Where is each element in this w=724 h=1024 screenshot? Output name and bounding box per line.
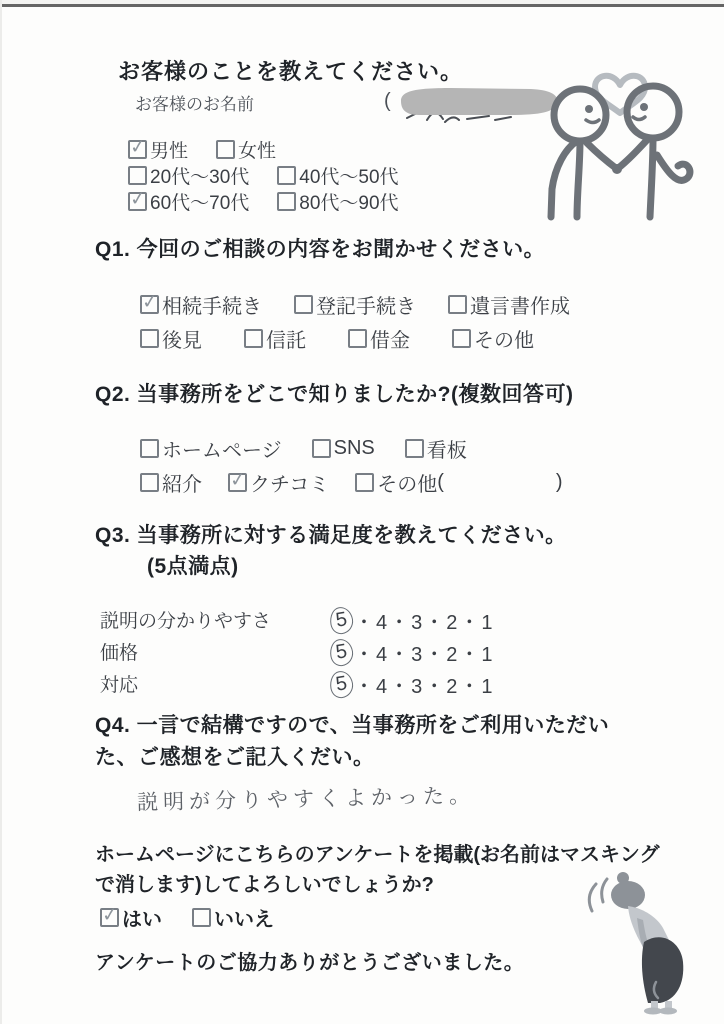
option-shintaku bbox=[244, 324, 306, 353]
option-shoukai bbox=[140, 468, 202, 497]
option-label: ホームページ bbox=[162, 440, 282, 462]
checkbox-yes[interactable] bbox=[100, 908, 119, 927]
checkbox-homepage[interactable] bbox=[140, 439, 159, 458]
name-open-paren: ( bbox=[384, 90, 391, 112]
option-label: 看板 bbox=[426, 440, 467, 462]
handshake-illustration bbox=[525, 45, 710, 230]
option-yes bbox=[100, 903, 162, 932]
publish-options-row bbox=[100, 903, 274, 932]
other-close-paren: ) bbox=[555, 471, 563, 493]
q3-row-price bbox=[100, 638, 495, 667]
option-label: 女性 bbox=[238, 141, 277, 162]
rating-scale[interactable] bbox=[330, 638, 495, 667]
option-label: 20代〜30代 bbox=[150, 167, 250, 188]
handwritten-comment: 説明が分りやすくよかった。 bbox=[136, 784, 476, 815]
circled-rating-value[interactable]: 5 bbox=[328, 605, 355, 635]
checkbox-sonota-q1[interactable] bbox=[452, 329, 471, 348]
option-age-60-70 bbox=[128, 188, 249, 215]
q3-subheading: (5点満点) bbox=[147, 555, 239, 578]
checkbox-sns[interactable] bbox=[312, 439, 331, 458]
rating-scale-rest[interactable]: ・4・3・2・1 bbox=[354, 612, 495, 634]
option-kuchikomi bbox=[228, 468, 329, 497]
gender-options-row bbox=[128, 136, 276, 163]
option-label: 60代〜70代 bbox=[150, 193, 250, 214]
q2-heading: Q2. 当事務所をどこで知りましたか?(複数回答可) bbox=[95, 383, 574, 406]
checkbox-age-80-90[interactable] bbox=[277, 192, 296, 211]
option-kouken bbox=[140, 324, 202, 353]
checkbox-age-60-70[interactable] bbox=[128, 192, 147, 211]
rating-scale[interactable] bbox=[330, 670, 495, 699]
q3-row-explanation bbox=[100, 606, 495, 635]
option-label: クチコミ bbox=[250, 474, 330, 496]
circled-rating-value[interactable]: 5 bbox=[328, 669, 355, 699]
option-label: 借金 bbox=[370, 330, 410, 352]
option-label: SNS bbox=[333, 437, 375, 459]
q4-heading: Q4. 一言で結構ですので、当事務所をご利用いただいた、ご感想をご記入くだい。 bbox=[95, 714, 610, 769]
rating-scale-rest[interactable]: ・4・3・2・1 bbox=[354, 676, 495, 698]
checkbox-touki[interactable] bbox=[294, 295, 313, 314]
option-label: 信託 bbox=[266, 330, 306, 352]
customer-name-row bbox=[135, 90, 565, 135]
option-label: その他 bbox=[377, 474, 438, 496]
checkbox-female[interactable] bbox=[216, 140, 235, 159]
rating-scale-rest[interactable]: ・4・3・2・1 bbox=[354, 644, 495, 666]
checkbox-shakkin[interactable] bbox=[348, 329, 367, 348]
q2-options-row-2 bbox=[140, 468, 563, 497]
option-age-80-90 bbox=[277, 188, 398, 215]
q1-options-row-2 bbox=[140, 324, 534, 353]
option-sns bbox=[312, 437, 375, 460]
circled-rating-value[interactable]: 5 bbox=[328, 637, 355, 667]
option-sonota-q2 bbox=[355, 468, 562, 497]
option-touki bbox=[294, 290, 416, 319]
option-label: 40代〜50代 bbox=[299, 167, 399, 188]
page-title: お客様のことを教えてください。 bbox=[118, 59, 464, 84]
checkbox-age-40-50[interactable] bbox=[277, 166, 296, 185]
option-label: 登記手続き bbox=[316, 296, 416, 318]
q2-options-row-1 bbox=[140, 434, 467, 463]
q1-options-row-1 bbox=[140, 290, 570, 319]
option-label: 男性 bbox=[150, 141, 189, 162]
age-options-row-2 bbox=[128, 188, 399, 215]
checkbox-sonota-q2[interactable] bbox=[355, 473, 374, 492]
q3-row-service bbox=[100, 670, 495, 699]
option-sonota-q1 bbox=[452, 324, 534, 353]
name-label: お客様のお名前 bbox=[135, 95, 254, 114]
checkbox-kouken[interactable] bbox=[140, 329, 159, 348]
option-kanban bbox=[405, 434, 467, 463]
rating-label: 対応 bbox=[100, 675, 139, 696]
option-homepage bbox=[140, 434, 282, 463]
q1-heading: Q1. 今回のご相談の内容をお聞かせください。 bbox=[95, 238, 546, 261]
other-open-paren: ( bbox=[437, 471, 444, 493]
checkbox-male[interactable] bbox=[128, 140, 147, 159]
option-souzoku bbox=[140, 290, 262, 319]
option-female bbox=[216, 136, 276, 163]
bowing-person-illustration bbox=[580, 862, 705, 1022]
option-age-40-50 bbox=[277, 162, 398, 189]
checkbox-shoukai[interactable] bbox=[140, 473, 159, 492]
option-label: その他 bbox=[474, 330, 534, 352]
option-label: 80代〜90代 bbox=[299, 193, 399, 214]
thanks-message: アンケートのご協力ありがとうございました。 bbox=[95, 952, 525, 974]
option-male bbox=[128, 136, 188, 163]
checkbox-no[interactable] bbox=[192, 908, 211, 927]
option-label: 遺言書作成 bbox=[470, 296, 570, 318]
q3-heading: Q3. 当事務所に対する満足度を教えてください。 bbox=[95, 524, 567, 547]
checkbox-kuchikomi[interactable] bbox=[228, 473, 247, 492]
option-label: 紹介 bbox=[162, 474, 202, 496]
option-shakkin bbox=[348, 324, 410, 353]
option-label: 相続手続き bbox=[162, 296, 262, 318]
scan-artifact-edge bbox=[0, 0, 2, 1024]
scan-artifact-line bbox=[0, 4, 724, 7]
publish-question: ホームページにこちらのアンケートを掲載(お名前はマスキングで消します)してよろしいでしょうか? bbox=[95, 844, 660, 896]
option-age-20-30 bbox=[128, 162, 249, 189]
option-yuigon bbox=[448, 290, 570, 319]
checkbox-age-20-30[interactable] bbox=[128, 166, 147, 185]
option-no bbox=[192, 903, 274, 932]
checkbox-souzoku[interactable] bbox=[140, 295, 159, 314]
option-label: いいえ bbox=[214, 909, 274, 931]
option-label: はい bbox=[122, 909, 162, 931]
checkbox-kanban[interactable] bbox=[405, 439, 424, 458]
checkbox-shintaku[interactable] bbox=[244, 329, 263, 348]
option-label: 後見 bbox=[162, 330, 202, 352]
age-options-row-1 bbox=[128, 162, 399, 189]
rating-label: 価格 bbox=[100, 643, 139, 664]
checkbox-yuigon[interactable] bbox=[448, 295, 467, 314]
rating-scale[interactable] bbox=[330, 606, 495, 635]
rating-label: 説明の分かりやすさ bbox=[100, 611, 272, 632]
